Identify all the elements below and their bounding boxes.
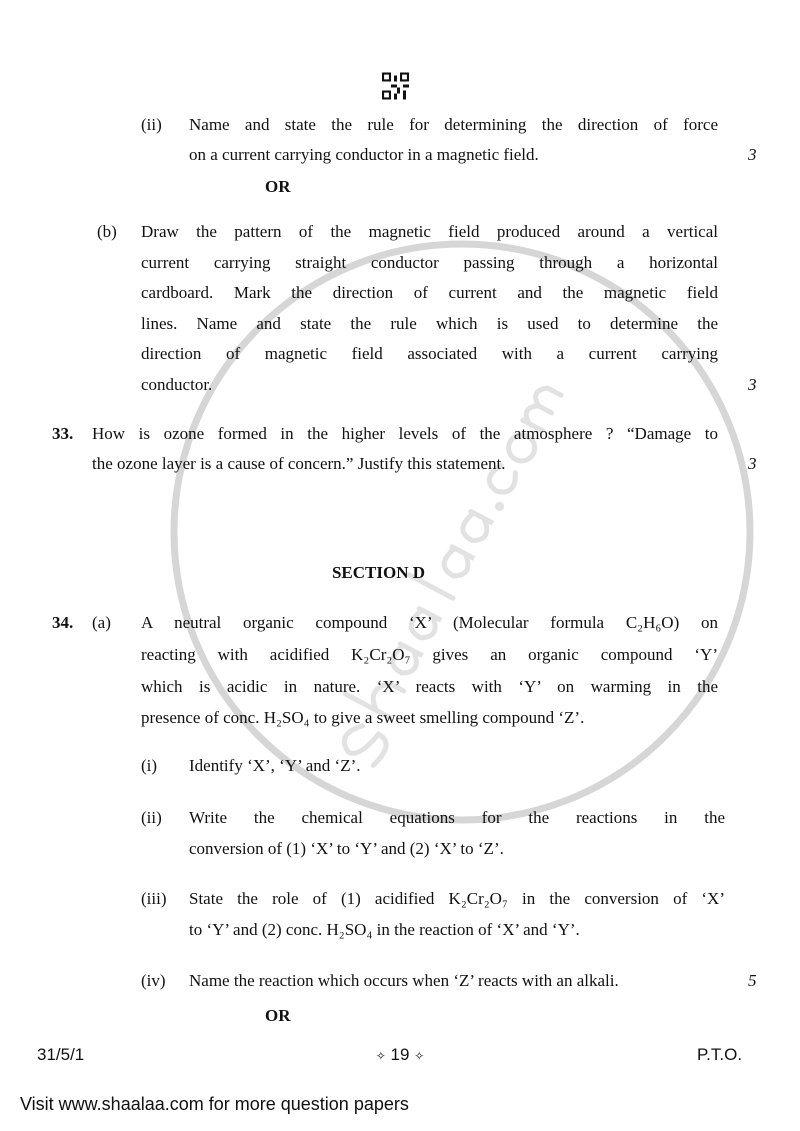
q34-a-line: A neutral organic compound ‘X’ (Molecular formula C₂H₆O) on — [141, 613, 718, 632]
q32-ii-line: Name and state the rule for determining the direction of force — [189, 115, 718, 134]
q34-a-line: presence of conc. H₂SO₄ to give a sweet smelling compound ‘Z’. — [141, 708, 585, 727]
page-number-value: 19 — [390, 1045, 410, 1064]
marks: 5 — [748, 971, 757, 990]
q34-i-text: Identify ‘X’, ‘Y’ and ‘Z’. — [189, 756, 361, 775]
visit-link[interactable]: Visit www.shaalaa.com for more question papers — [20, 1094, 409, 1114]
or-divider: OR — [265, 1006, 291, 1025]
q34-iii-label: (iii) — [141, 889, 167, 908]
paper-code: 31/5/1 — [37, 1045, 85, 1064]
q32-ii-line: on a current carrying conductor in a magnetic field. — [189, 145, 539, 164]
section-heading: SECTION D — [331, 563, 426, 582]
q32-b-line: Draw the pattern of the magnetic field produced around a vertical — [141, 222, 718, 241]
ornament-icon: ✧ — [375, 1049, 386, 1063]
marks: 3 — [748, 145, 757, 164]
q32-b-label: (b) — [97, 222, 117, 241]
q32-b-line: current carrying straight conductor passing through a horizontal — [141, 253, 718, 272]
q32-b-line: direction of magnetic field associated with a current carrying — [141, 344, 718, 363]
q33-number: 33. — [52, 424, 74, 443]
q34-ii-line: conversion of (1) ‘X’ to ‘Y’ and (2) ‘X’ to ‘Z’. — [189, 839, 504, 858]
q34-a-label: (a) — [92, 613, 111, 632]
q34-ii-label: (ii) — [141, 808, 162, 827]
qr-code-icon — [382, 72, 409, 100]
ornament-icon: ✧ — [414, 1049, 425, 1063]
or-divider: OR — [265, 177, 291, 196]
q33-line: How is ozone formed in the higher levels of the atmosphere ? “Damage to — [92, 424, 718, 443]
q34-i-label: (i) — [141, 756, 158, 775]
q32-b-line: conductor. — [141, 375, 213, 394]
q34-number: 34. — [52, 613, 74, 632]
marks: 3 — [748, 375, 757, 394]
q34-iv-text: Name the reaction which occurs when ‘Z’ reacts with an alkali. — [189, 971, 619, 990]
marks: 3 — [748, 454, 757, 473]
pto-label: P.T.O. — [697, 1045, 743, 1064]
q34-a-line: reacting with acidified K₂Cr₂O₇ gives an organic compound ‘Y’ — [141, 645, 718, 664]
q33-line: the ozone layer is a cause of concern.” Justify this statement. — [92, 454, 506, 473]
q32-b-line: cardboard. Mark the direction of current and the magnetic field — [141, 283, 718, 302]
page-number — [350, 1043, 450, 1068]
q34-iv-label: (iv) — [141, 971, 166, 990]
q32-b-line: lines. Name and state the rule which is used to determine the — [141, 314, 718, 333]
q32-ii-label: (ii) — [141, 115, 162, 134]
q34-ii-line: Write the chemical equations for the reactions in the — [189, 808, 725, 827]
q34-iii-line: to ‘Y’ and (2) conc. H₂SO₄ in the reaction of ‘X’ and ‘Y’. — [189, 920, 580, 939]
q34-iii-line: State the role of (1) acidified K₂Cr₂O₇ in the conversion of ‘X’ — [189, 889, 725, 908]
q34-a-line: which is acidic in nature. ‘X’ reacts with ‘Y’ on warming in the — [141, 677, 718, 696]
